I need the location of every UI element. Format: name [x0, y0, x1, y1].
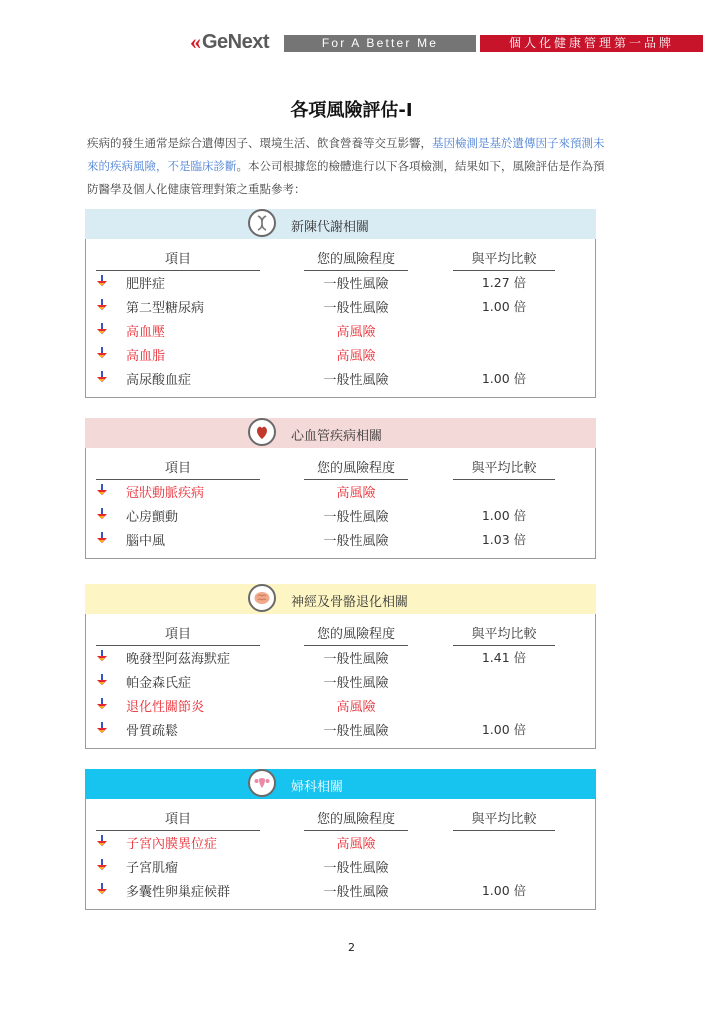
section-header: [85, 584, 596, 614]
compare-value: 1.41 倍: [481, 650, 527, 665]
section-1: [85, 418, 596, 559]
intro-highlight: 基因檢測是基於遺傳因子來預測未來的疾病風險，不是臨床診斷: [87, 136, 605, 173]
risk-level: 一般性風險: [323, 652, 389, 667]
arrow-bullet-icon: [96, 508, 108, 520]
col-compare: 與平均比較: [453, 248, 555, 271]
disease-name: 骨質疏鬆: [126, 724, 179, 739]
section-title: 婦科相關: [291, 780, 344, 795]
col-compare: 與平均比較: [453, 808, 555, 831]
table-row: [86, 877, 595, 901]
uterus-icon: [248, 769, 276, 797]
table-row: [86, 716, 595, 740]
compare-value: 1.00 倍: [481, 299, 527, 314]
disease-name: 第二型糖尿病: [126, 301, 205, 316]
section-0: [85, 209, 596, 398]
compare-value: 1.00 倍: [481, 722, 527, 737]
table-row: [86, 692, 595, 716]
table-row: [86, 293, 595, 317]
col-item: 項目: [96, 248, 260, 271]
arrow-bullet-icon: [96, 299, 108, 311]
arrow-bullet-icon: [96, 835, 108, 847]
disease-name: 子宮內膜異位症: [126, 837, 218, 852]
table-row: [86, 269, 595, 293]
table-header: [86, 448, 595, 478]
risk-level: 高風險: [336, 486, 376, 501]
risk-level: 高風險: [336, 700, 376, 715]
section-title: 心血管疾病相關: [291, 429, 383, 444]
col-risk: 您的風險程度: [304, 457, 408, 480]
risk-table: [85, 614, 596, 749]
risk-level: 一般性風險: [323, 373, 389, 388]
disease-name: 高尿酸血症: [126, 373, 192, 388]
section-title: 新陳代謝相關: [291, 220, 370, 235]
risk-table: [85, 799, 596, 910]
disease-name: 高血壓: [126, 325, 166, 340]
table-row: [86, 829, 595, 853]
compare-value: 1.27 倍: [481, 275, 527, 290]
col-risk: 您的風險程度: [304, 808, 408, 831]
table-header: [86, 614, 595, 644]
section-3: [85, 769, 596, 910]
disease-name: 心房顫動: [126, 510, 179, 525]
risk-level: 高風險: [336, 837, 376, 852]
disease-name: 腦中風: [126, 534, 166, 549]
disease-name: 肥胖症: [126, 277, 166, 292]
risk-level: 一般性風險: [323, 534, 389, 549]
section-title: 神經及骨骼退化相關: [291, 595, 409, 610]
disease-name: 晚發型阿茲海默症: [126, 652, 231, 667]
dna-icon: [248, 209, 276, 237]
table-row: [86, 317, 595, 341]
arrow-bullet-icon: [96, 484, 108, 496]
col-item: 項目: [96, 623, 260, 646]
section-2: [85, 584, 596, 749]
col-risk: 您的風險程度: [304, 248, 408, 271]
arrow-bullet-icon: [96, 722, 108, 734]
brain-icon: [248, 584, 276, 612]
table-row: [86, 853, 595, 877]
table-row: [86, 478, 595, 502]
risk-level: 一般性風險: [323, 676, 389, 691]
arrow-bullet-icon: [96, 371, 108, 383]
risk-level: 高風險: [336, 349, 376, 364]
arrow-bullet-icon: [96, 698, 108, 710]
intro-text-2: 。本公司根據您的檢體進行以下各項檢測，結果如下，風險評估是作為預防醫學及個人化健康管理對策之重點參考：: [87, 159, 605, 196]
page-title: 各項風險評估-I: [290, 100, 413, 121]
table-header: [86, 799, 595, 829]
logo-text: GeNext: [202, 30, 270, 53]
col-item: 項目: [96, 808, 260, 831]
disease-name: 多囊性卵巢症候群: [126, 885, 231, 900]
arrow-bullet-icon: [96, 323, 108, 335]
col-item: 項目: [96, 457, 260, 480]
col-risk: 您的風險程度: [304, 623, 408, 646]
table-header: [86, 239, 595, 269]
brand-tagline-bar: 個人化健康管理第一品牌: [480, 35, 703, 52]
arrow-bullet-icon: [96, 275, 108, 287]
table-row: [86, 644, 595, 668]
arrow-bullet-icon: [96, 674, 108, 686]
slogan-bar: For A Better Me: [284, 35, 476, 52]
risk-table: [85, 448, 596, 559]
compare-value: 1.00 倍: [481, 371, 527, 386]
table-row: [86, 526, 595, 550]
genext-logo: [190, 30, 269, 54]
risk-level: 一般性風險: [323, 861, 389, 876]
section-header: [85, 209, 596, 239]
table-row: [86, 502, 595, 526]
col-compare: 與平均比較: [453, 457, 555, 480]
risk-level: 一般性風險: [323, 885, 389, 900]
risk-level: 高風險: [336, 325, 376, 340]
disease-name: 帕金森氏症: [126, 676, 192, 691]
page-number: 2: [348, 941, 355, 954]
page-header: [0, 30, 703, 54]
risk-level: 一般性風險: [323, 277, 389, 292]
arrow-bullet-icon: [96, 859, 108, 871]
section-header: [85, 418, 596, 448]
risk-table: [85, 239, 596, 398]
risk-level: 一般性風險: [323, 301, 389, 316]
arrow-bullet-icon: [96, 532, 108, 544]
risk-level: 一般性風險: [323, 510, 389, 525]
table-row: [86, 341, 595, 365]
logo-swoosh-icon: «: [190, 29, 201, 54]
disease-name: 冠狀動脈疾病: [126, 486, 205, 501]
disease-name: 子宮肌瘤: [126, 861, 179, 876]
disease-name: 退化性關節炎: [126, 700, 205, 715]
heart-icon: [248, 418, 276, 446]
risk-level: 一般性風險: [323, 724, 389, 739]
table-row: [86, 668, 595, 692]
arrow-bullet-icon: [96, 650, 108, 662]
table-row: [86, 365, 595, 389]
intro-text-1: 疾病的發生通常是綜合遺傳因子、環境生活、飲食營養等交互影響，: [87, 136, 432, 150]
compare-value: 1.00 倍: [481, 508, 527, 523]
intro-paragraph: [87, 132, 607, 201]
compare-value: 1.00 倍: [481, 883, 527, 898]
section-header: [85, 769, 596, 799]
col-compare: 與平均比較: [453, 623, 555, 646]
compare-value: 1.03 倍: [481, 532, 527, 547]
arrow-bullet-icon: [96, 347, 108, 359]
disease-name: 高血脂: [126, 349, 166, 364]
arrow-bullet-icon: [96, 883, 108, 895]
